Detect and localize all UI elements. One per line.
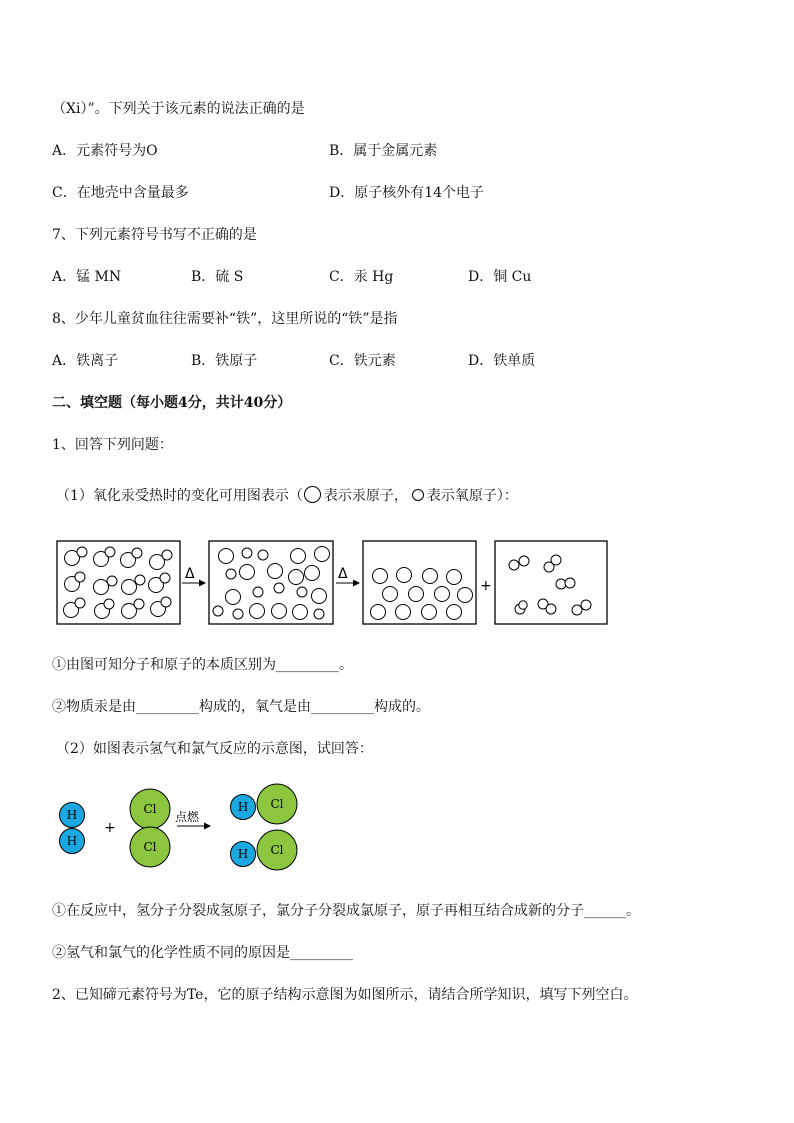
q6-option-d[interactable]: D．原子核外有14个电子: [329, 185, 485, 201]
fill1-q2: ②物质汞是由_________构成的，氧气是由_________构成的。: [52, 699, 430, 715]
hcl-molecule-1: [231, 784, 298, 824]
fill1-q4: ②氢气和氯气的化学性质不同的原因是_________: [52, 945, 353, 961]
q7-option-c[interactable]: C．汞 Hg: [329, 269, 394, 285]
part1-prefix: （1）氧化汞受热时的变化可用图表示（: [56, 488, 303, 504]
q8-option-c[interactable]: C．铁元素: [329, 353, 396, 369]
part1-mid: 表示汞原子，: [323, 488, 408, 504]
q6-option-b[interactable]: B．属于金属元素: [329, 143, 438, 159]
q7-option-b[interactable]: B．硫 S: [191, 269, 244, 285]
q7-stem: 7、下列元素符号书写不正确的是: [52, 227, 257, 243]
cl-label-4: Cl: [270, 843, 284, 857]
q7-option-d[interactable]: D．铜 Cu: [468, 269, 532, 285]
cl-label-3: Cl: [270, 797, 284, 811]
q8-stem: 8、少年儿童贫血往往需要补“铁”，这里所说的“铁”是指: [52, 311, 398, 327]
plus-sign-1: +: [480, 578, 492, 594]
plus-sign-2: +: [104, 820, 116, 836]
chlorine-molecule: [130, 789, 170, 867]
q6-option-c[interactable]: C．在地壳中含量最多: [52, 185, 189, 201]
delta-sign-2: Δ: [338, 566, 348, 582]
cl-label-2: Cl: [143, 840, 157, 854]
h-label-1: H: [66, 808, 78, 822]
h-label-4: H: [237, 847, 249, 861]
q8-option-d[interactable]: D．铁单质: [468, 353, 536, 369]
fill1-q3: ①在反应中，氢分子分裂成氢原子，氯分子分裂成氯原子，原子再相互结合成新的分子______。: [52, 903, 640, 919]
q6-option-a[interactable]: A．元素符号为O: [52, 143, 158, 159]
q8-option-b[interactable]: B．铁原子: [191, 353, 258, 369]
fill2-stem: 2、已知碲元素符号为Te，它的原子结构示意图为如图所示，请结合所学知识，填写下列空白。: [52, 987, 638, 1003]
fill1-part2: （2）如图表示氢气和氯气反应的示意图，试回答：: [56, 741, 373, 757]
h-label-2: H: [66, 834, 78, 848]
part1-suffix: 表示氧原子）：: [426, 488, 518, 504]
ignite-arrow: [175, 809, 211, 830]
section-heading: 二、填空题（每小题4分，共计40分）: [52, 395, 292, 411]
delta-sign-1: Δ: [185, 566, 195, 582]
ignition-condition: 点燃: [175, 810, 200, 824]
fill1-stem: 1、回答下列问题：: [52, 437, 173, 453]
q7-option-a[interactable]: A．锰 MN: [52, 269, 122, 285]
hydrogen-molecule: [60, 803, 85, 854]
fill1-q1: ①由图可知分子和原子的本质区别为_________。: [52, 657, 353, 673]
hcl-molecule-2: [231, 830, 298, 870]
q6-stem-tail: （Xi）”。下列关于该元素的说法正确的是: [52, 101, 305, 117]
cl-label-1: Cl: [143, 802, 157, 816]
h-label-3: H: [237, 800, 249, 814]
q8-option-a[interactable]: A．铁离子: [52, 353, 119, 369]
